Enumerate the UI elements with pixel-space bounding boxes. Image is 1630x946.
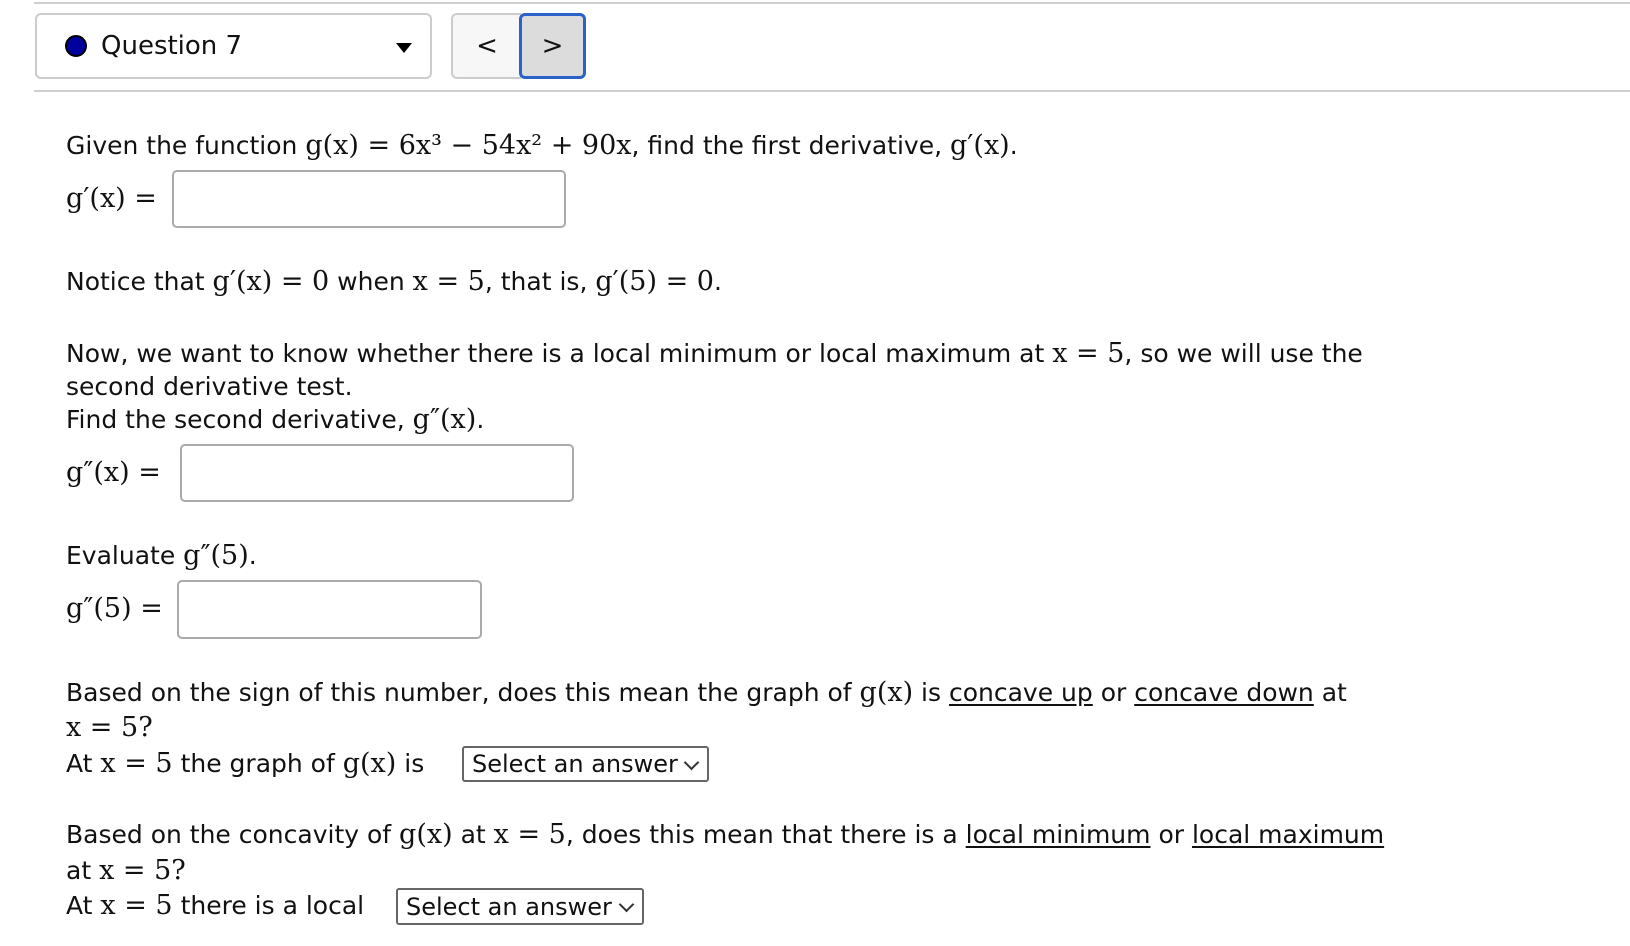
- evaluate-label: g″(5) =: [66, 593, 163, 624]
- question-2-text: Now, we want to know whether there is a local minimum or local maximum at x = 5, so we will use the: [66, 338, 1363, 369]
- local-maximum-link[interactable]: local maximum: [1191, 820, 1385, 849]
- second-derivative-input[interactable]: [180, 444, 574, 502]
- question-2-text-line2: second derivative test.: [66, 372, 353, 401]
- question-4-line2: x = 5?: [66, 712, 153, 743]
- question-4-prompt: At x = 5 the graph of g(x) is: [66, 748, 425, 779]
- chevron-left-icon: <: [476, 31, 498, 61]
- dropdown-caret-icon: [396, 43, 412, 53]
- first-derivative-input[interactable]: [172, 170, 566, 228]
- question-5-text: Based on the concavity of g(x) at x = 5, does this mean that there is a local minimum or local maximum: [66, 819, 1385, 850]
- question-label: Question 7: [101, 31, 243, 61]
- evaluate-input[interactable]: [177, 580, 482, 639]
- concave-up-link[interactable]: concave up: [948, 678, 1093, 707]
- notice-text: Notice that g′(x) = 0 when x = 5, that is, g′(5) = 0.: [66, 266, 722, 297]
- evaluate-text: Evaluate g″(5).: [66, 540, 257, 571]
- concave-down-link[interactable]: concave down: [1134, 678, 1314, 707]
- extremum-select[interactable]: Select an answer: [396, 888, 644, 925]
- question-4-text: Based on the sign of this number, does this mean the graph of g(x) is concave up or concave down at: [66, 677, 1347, 708]
- concavity-select[interactable]: Select an answer: [462, 746, 709, 782]
- status-dot-icon: [65, 35, 87, 57]
- local-minimum-link[interactable]: local minimum: [965, 820, 1151, 849]
- second-derivative-label: g″(x) =: [66, 457, 161, 488]
- previous-question-button[interactable]: [451, 13, 521, 79]
- next-question-button[interactable]: [519, 13, 586, 79]
- find-second-derivative-text: Find the second derivative, g″(x).: [66, 404, 485, 435]
- question-5-line2: at x = 5?: [66, 855, 186, 886]
- chevron-down-icon: [684, 755, 700, 771]
- question-selector[interactable]: [35, 13, 432, 79]
- header-divider: [34, 90, 1630, 92]
- chevron-down-icon: [619, 897, 635, 913]
- top-divider: [34, 2, 1630, 4]
- first-derivative-label: g′(x) =: [66, 183, 157, 214]
- chevron-right-icon: >: [541, 31, 564, 61]
- question-5-prompt: At x = 5 there is a local: [66, 890, 365, 921]
- question-1-text: Given the function g(x) = 6x³ − 54x² + 90x, find the first derivative, g′(x).: [66, 130, 1018, 161]
- math: g(x) = 6x³ − 54x² + 90x: [305, 130, 632, 161]
